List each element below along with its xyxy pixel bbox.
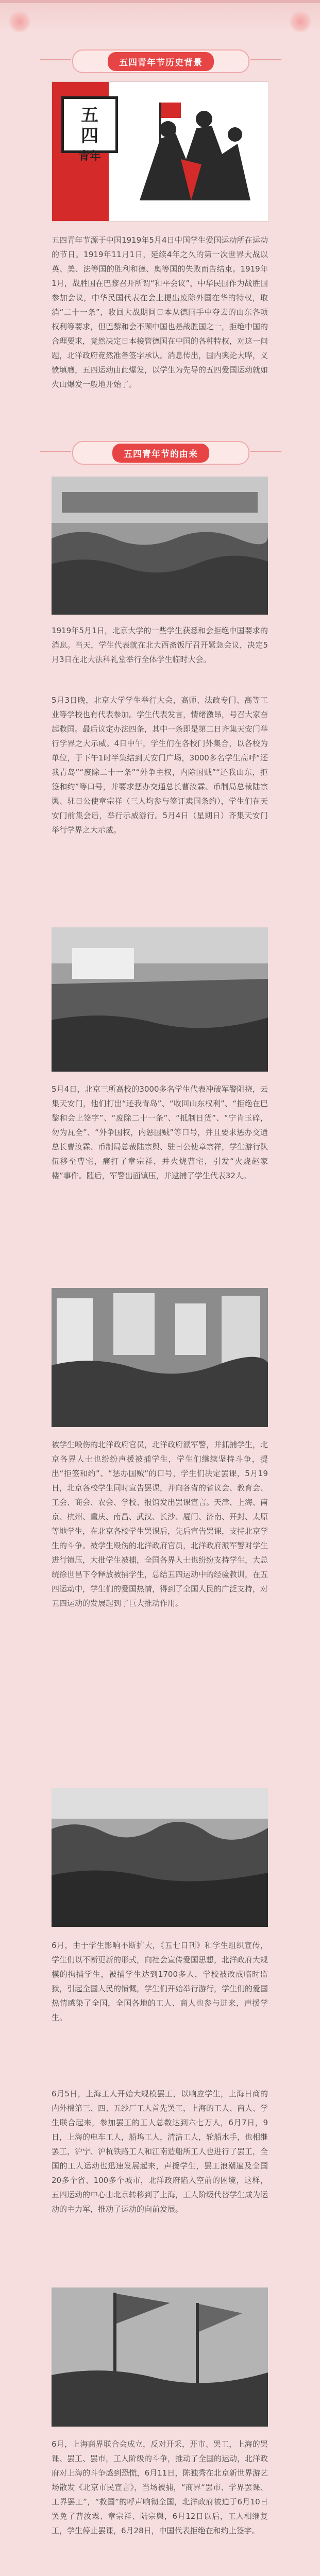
header-divider-line (250, 451, 281, 452)
header-divider-line (250, 59, 281, 60)
poster-title-line: 青年 (78, 150, 101, 163)
paragraph-origin-5: 6月，由于学生影响不断扩大，《五七日刊》和学生组织宣传，学生们以不断更新的形式，向社会宣传爱国思想，北洋政府大规模的拘捕学生，被捕学生达到1700多人，学校被改成临时监狱，引起全国人民的愤慨，学生们开始举行游行，学生们的爱国热情感染了全国，全国各地的工人、商人也参与进来，声援学生。 (52, 1941, 268, 2022)
paragraph-origin-2: 5月3日晚，北京大学学生举行大会，高师、法政专门、高等工业等学校也有代表参加。学生代表发言，情绪激昂，号召大家奋起救国。最后议定办法四条，其中一条即是第二日齐集天安门举行学界之大示威。4日中午，学生们在各校门外集合，以各校为单位，于下午1时半集结到天安门广场，3000多名学生高呼“还我青岛”“废除二十一条”“外争主权，内除国贼”“还我山东，拒签和约”等口号，并要求惩办交通总长曹汝霖、币制局总裁陆宗舆、驻日公使章宗祥（三人均参与签订卖国条约），学生们在天安门前集会后，举行示威游行。5月4日（星期日）齐集天安门举行学界之大示威。 (52, 696, 268, 835)
paragraph-background: 五四青年节源于中国1919年5月4日中国学生爱国运动所在运动的节日。1919年11月1日，延续4年之久的第一次世界大战以英、美、法等国的胜利和德、奥等国的失败而告结束。1919年1月，战胜国在巴黎召开所谓“和平会议”，中华民国作为战胜国参加会议，中华民国代表在会上提出废除外国在华的特权，取消“二十一条”，收回大战期间日本从德国手中夺去的山东各项权利等要求，但巴黎和会不顾中国也是战胜国之一，拒绝中国的合理要求，竟然决定日本接管德国在中国的各种特权，对这一问题，北洋政府竟然准备签字承认。消息传出，国内舆论大哗，义愤填膺，五四运动由此爆发，以学生为先导的五四爱国运动就如火山爆发一般地开始了。 (52, 235, 268, 389)
paragraph-origin-1: 1919年5月1日，北京大学的一些学生获悉和会拒绝中国要求的消息。当天，学生代表就在北大西斋饭厅召开紧急会议，决定5月3日在北大法科礼堂举行全体学生临时大会。 (52, 626, 268, 664)
section-title: 五四青年节历史背景 (108, 52, 214, 71)
poster-title-line: 五 (81, 105, 98, 126)
may-fourth-poster-image (52, 81, 269, 222)
historical-photo-banners (52, 1288, 268, 1427)
historical-photo-gathering (52, 1788, 268, 1927)
top-decoration-bar (0, 0, 320, 32)
poster-figures-illustration (129, 97, 253, 206)
paragraph-origin-4: 被学生殴伤的北洋政府官员，北洋政府派军警，并抓捕学生，北京各界人士也纷纷声援被捕学生，学生们继续坚持斗争，提出“拒签和约”、“惩办国贼”的口号，学生们决定罢课，5月19日，北京各校学生同时宣告罢课，并向各省的省议会、教育会、工会、商会、农会、学校、报馆发出罢课宣言。天津、上海、南京、杭州、重庆、南昌、武汉、长沙、厦门、济南、开封、太原等地学生，在北京各校学生罢课后，先后宣告罢课，支持北京学生的斗争。被学生殴伤的北洋政府官员，北洋政府派军警对学生进行镇压，大批学生被捕，全国各界人士也纷纷支持学生，大总统徐世昌下令释放被捕学生，总结五四运动中的经验教训，在五四运动中，学生们的爱国热情，得到了全国人民的广泛支持，对五四运动的发展起到了巨大推动作用。 (52, 1440, 268, 1608)
historical-photo-flags (52, 2287, 268, 2427)
header-divider-line (40, 59, 71, 60)
section-header-background (72, 49, 249, 73)
poster-title (61, 96, 118, 163)
paragraph-origin-6: 6月5日，上海工人开始大规模罢工，以响应学生，上海日商的内外棉第三、四、五纱厂工人首先罢工，上海的工人、商人、学生联合起来，参加罢工的工人总数达到六七万人，6月7日，9日，上海的电车工人，船坞工人，清洁工人，轮船水手，也相继罢工，沪宁、沪杭铁路工人和江南造船所工人也进行了罢工，全国的工人运动也迅速发展起来，声援学生，罢工浪潮遍及全国20多个省、100多个城市，北洋政府陷入空前的困境，这样，五四运动的中心由北京转移到了上海，工人阶级代替学生成为运动的主力军，推动了运动的向前发展。 (52, 2089, 268, 2214)
paragraph-origin-7: 6月，上海商界联合会成立，反对开采，开市、罢工，上海的罢课、罢工、罢市，工人阶级的斗争，推动了全国的运动，北洋政府对上海的斗争感到恐慌，6月11日，陈独秀在北京新世界游艺场散发《北京市民宣言》，当场被捕，“商界“罢市、学界罢课、工界罢工”，“救国”的呼声响彻全国，北洋政府被迫于6月10日罢免了曹汝霖、章宗祥、陆宗舆，6月12日以后，工人相继复工，学生停止罢课，6月28日，中国代表拒绝在和约上签字。 (52, 2439, 268, 2535)
paragraph-origin-3: 5月4日，北京三所高校的3000多名学生代表冲破军警阻挠，云集天安门，他们打出“还我青岛”、“收回山东权利”、“拒绝在巴黎和会上签字”、“废除二十一条”、“抵制日货”、“宁肯玉碎，勿为瓦全”、“外争国权，内惩国贼”等口号，并且要求惩办交通总长曹汝霖、币制局总裁陆宗舆、驻日公使章宗祥，学生游行队伍移至曹宅，痛打了章宗祥，并火烧曹宅，引发“火烧赵家楼”事件。随后，军警出面镇压，并逮捕了学生代表32人。 (52, 1084, 268, 1180)
section-title: 五四青年节的由来 (112, 444, 209, 463)
header-divider-line (40, 451, 71, 452)
poster-red-panel (52, 82, 109, 221)
historical-photo-march (52, 927, 268, 1072)
flower-decoration-icon (8, 10, 31, 33)
poster-title-line: 四 (81, 126, 98, 146)
section-header-origin (72, 441, 249, 465)
historical-photo-crowd (52, 477, 268, 615)
flower-decoration-icon (289, 10, 312, 33)
